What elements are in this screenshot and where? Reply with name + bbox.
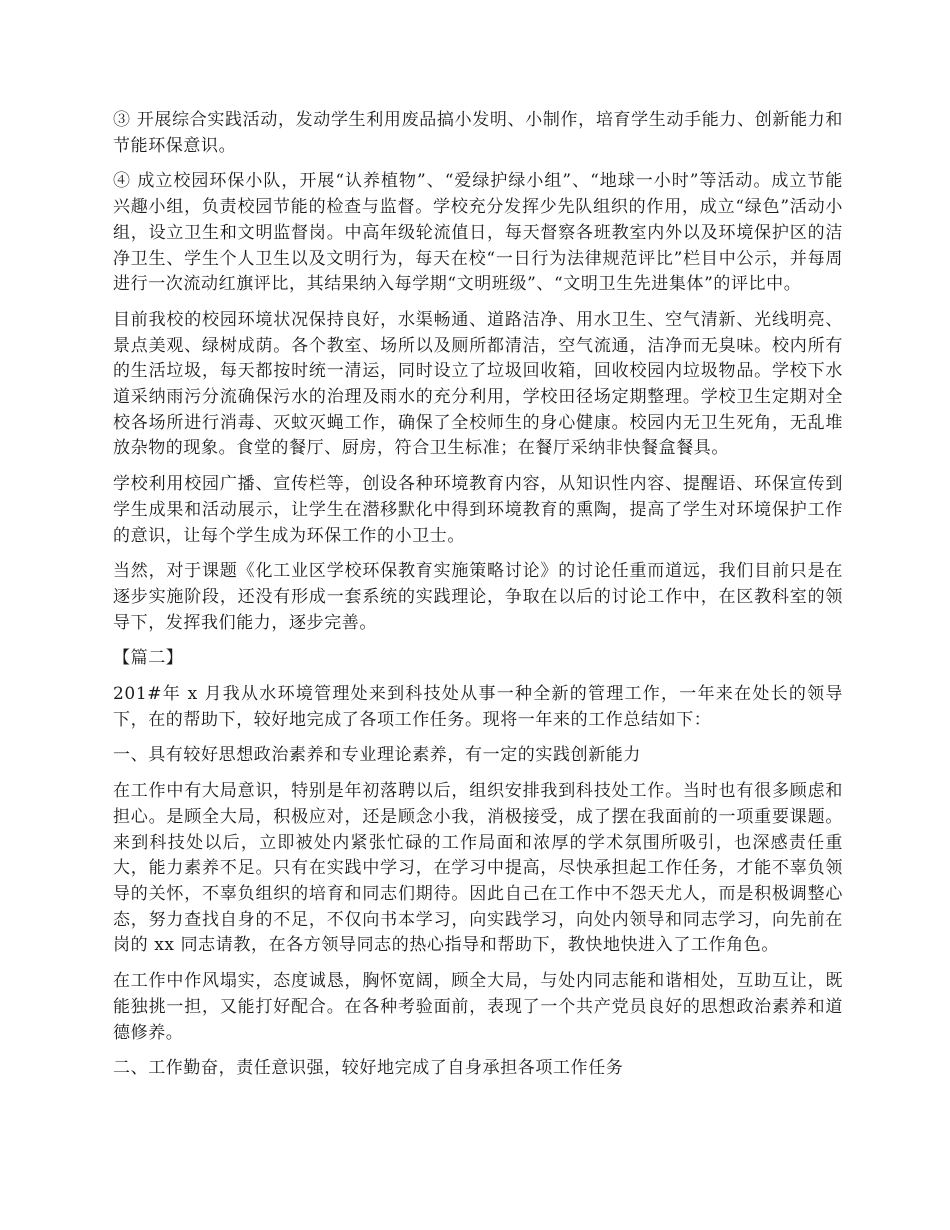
paragraph-campus-environment: 目前我校的校园环境状况保持良好，水渠畅通、道路洁净、用水卫生、空气清新、光线明亮、景点美观、绿树成荫。各个教室、场所以及厕所都清洁，空气流通，洁净而无臭味。校内所有的生活垃圾，每天都按时统一清运，同时设立了垃圾回收箱，回收校园内垃圾物品。学校下水道采纳雨污分流确保污水的治理及雨水的充分利用，学校田径场定期整理。学校卫生定期对全校各场所进行消毒、灭蚊灭蝇工作，确保了全校师生的身心健康。校园内无卫生死角，无乱堆放杂物的现象。食堂的餐厅、厨房，符合卫生标准；在餐厅采纳非快餐盒餐具。 — [113, 309, 843, 459]
paragraph-intro-summary: 201#年 x 月我从水环境管理处来到科技处从事一种全新的管理工作，一年来在处长的领导下，在的帮助下，较好地完成了各项工作任务。现将一年来的工作总结如下： — [113, 684, 843, 730]
section-heading-two: 二、工作勤奋，责任意识强，较好地完成了自身承担各项工作任务 — [113, 1058, 624, 1079]
section-heading-part-two: 【篇二】 — [113, 648, 184, 669]
paragraph-work-style: 在工作中作风塌实，态度诚恳，胸怀宽阔，顾全大局，与处内同志能和谐相处，互助互让，既能独挑一担，又能打好配合。在各种考验面前，表现了一个共产党员良好的思想政治素养和道德修养。 — [113, 971, 843, 1043]
document-body — [113, 108, 843, 1092]
paragraph-broadcast-education: 学校利用校园广播、宣传栏等，创设各种环境教育内容，从知识性内容、提醒语、环保宣传到学生成果和活动展示，让学生在潜移默化中得到环境教育的熏陶，提高了学生对环境保护工作的意识，让每个学生成为环保工作的小卫士。 — [113, 474, 843, 546]
paragraph-research-topic: 当然，对于课题《化工业区学校环保教育实施策略讨论》的讨论任重而道远，我们目前只是在逐步实施阶段，还没有形成一套系统的实践理论，争取在以后的讨论工作中，在区教科室的领导下，发挥我们能力，逐步完善。 — [113, 561, 843, 633]
section-heading-one: 一、具有较好思想政治素养和专业理论素养，有一定的实践创新能力 — [113, 745, 641, 766]
paragraph-practice-activities: ③ 开展综合实践活动，发动学生利用废品搞小发明、小制作，培育学生动手能力、创新能力和节能环保意识。 — [113, 110, 843, 156]
paragraph-big-picture: 在工作中有大局意识，特别是年初落聘以后，组织安排我到科技处工作。当时也有很多顾虑和担心。是顾全大局，积极应对，还是顾念小我，消极接受，成了摆在我面前的一项重要课题。来到科技处以后，立即被处内紧张忙碌的工作局面和浓厚的学术氛围所吸引，也深感责任重大，能力素养不足。只有在实践中学习，在学习中提高，尽快承担起工作任务，才能不辜负领导的关怀，不辜负组织的培育和同志们期待。因此自己在工作中不怨天尤人，而是积极调整心态，努力查找自身的不足，不仅向书本学习，向实践学习，向处内领导和同志学习，向先前在岗的 xx 同志请教，在各方领导同志的热心指导和帮助下，教快地快进入了工作角色。 — [113, 781, 843, 956]
paragraph-environmental-team: ④ 成立校园环保小队，开展“认养植物”、“爱绿护绿小组”、“地球一小时”等活动。成立节能兴趣小组，负责校园节能的检查与监督。学校充分发挥少先队组织的作用，成立“绿色”活动小组，设立卫生和文明监督岗。中高年级轮流值日，每天督察各班教室内外以及环境保护区的洁净卫生、学生个人卫生以及文明行为，每天在校“一日行为法律规范评比”栏目中公示，并每周进行一次流动红旗评比，其结果纳入每学期“文明班级”、“文明卫生先进集体”的评比中。 — [113, 171, 843, 295]
